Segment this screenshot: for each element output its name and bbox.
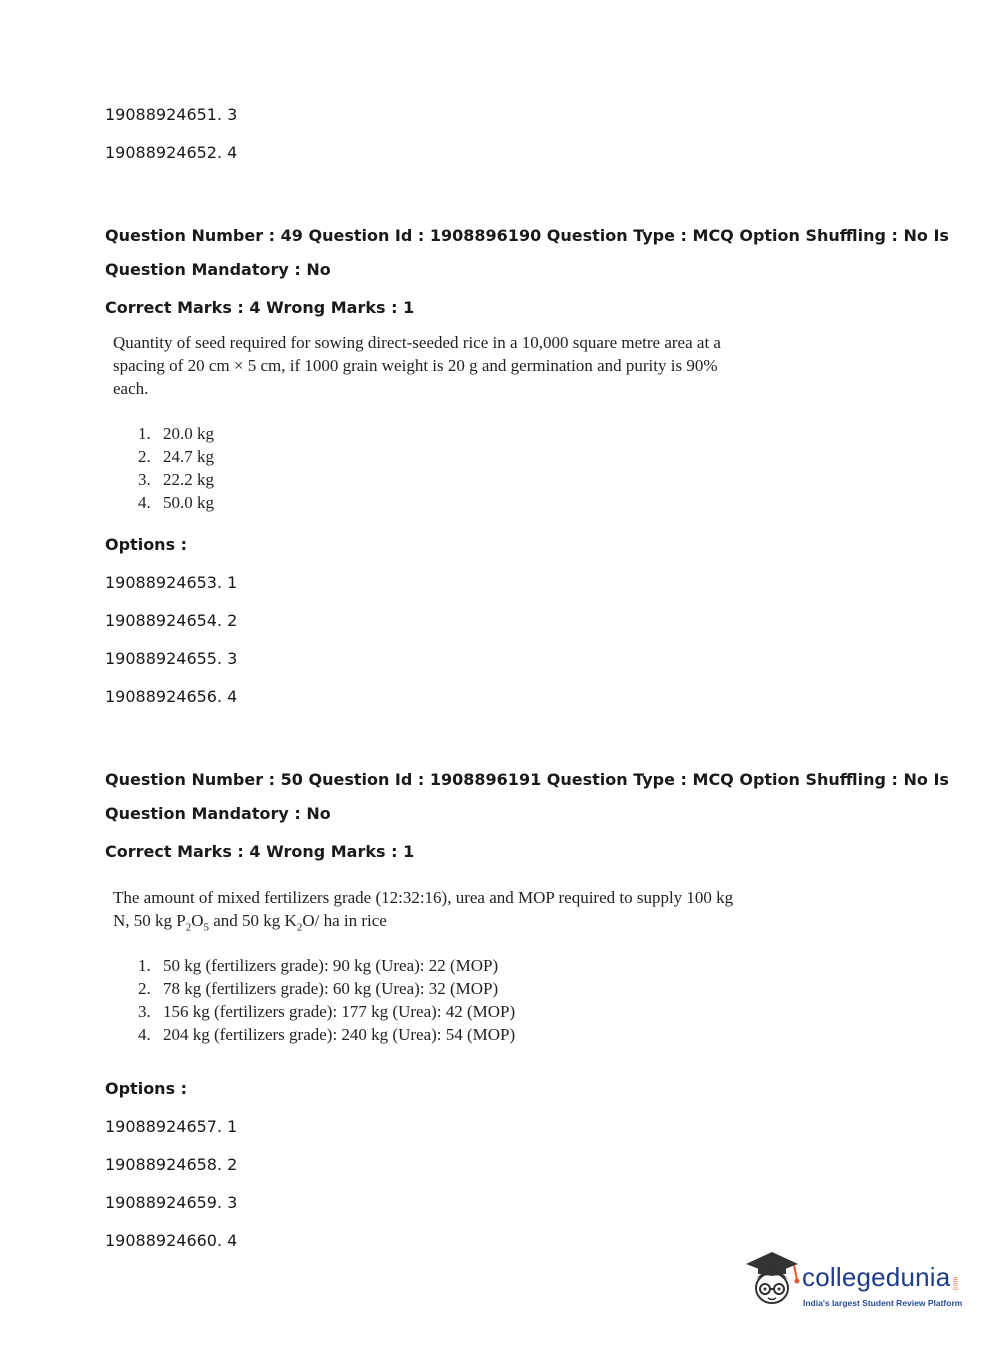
text-part: O/ ha in rice: [302, 911, 387, 930]
choice-text: 24.7 kg: [163, 447, 214, 466]
option-line: 19088924659. 3: [105, 1193, 238, 1212]
choice-number: 2.: [138, 447, 151, 466]
choice-item: [138, 1000, 515, 1023]
choice-number: 3.: [138, 470, 151, 489]
option-line: 19088924653. 1: [105, 573, 238, 592]
choice-number: 1.: [138, 424, 151, 443]
option-line: 19088924651. 3: [105, 105, 238, 124]
text-part: and 50 kg K: [209, 911, 297, 930]
logo-tagline: India's largest Student Review Platform: [803, 1298, 963, 1308]
question-text-line: each.: [113, 379, 149, 398]
option-line: 19088924658. 2: [105, 1155, 238, 1174]
question-text-line: Quantity of seed required for sowing direct-seeded rice in a 10,000 square metre area at a: [113, 333, 721, 352]
text-part: N, 50 kg P: [113, 911, 186, 930]
choice-text: 204 kg (fertilizers grade): 240 kg (Urea): 54 (MOP): [163, 1025, 516, 1044]
option-line: 19088924656. 4: [105, 687, 238, 706]
question-text-line: [113, 909, 387, 932]
choice-item: [138, 491, 214, 514]
choice-text: 50 kg (fertilizers grade): 90 kg (Urea): 22 (MOP): [163, 956, 499, 975]
option-line: 19088924655. 3: [105, 649, 238, 668]
text-part: O: [191, 911, 204, 930]
option-line: 19088924657. 1: [105, 1117, 238, 1136]
choice-number: 1.: [138, 956, 151, 975]
subscript: 2: [296, 921, 303, 934]
option-line: 19088924654. 2: [105, 611, 238, 630]
choice-item: [138, 954, 498, 977]
question-marks: Correct Marks : 4 Wrong Marks : 1: [105, 842, 415, 861]
logo-domain-suffix: .com: [952, 1276, 960, 1293]
choice-number: 2.: [138, 979, 151, 998]
choice-text: 20.0 kg: [163, 424, 214, 443]
choice-item: [138, 468, 214, 491]
choice-number: 3.: [138, 1002, 151, 1021]
logo-wordmark: [802, 1262, 964, 1293]
choice-number: 4.: [138, 1025, 151, 1044]
choice-text: 78 kg (fertilizers grade): 60 kg (Urea): 32 (MOP): [163, 979, 499, 998]
option-line: 19088924652. 4: [105, 143, 238, 162]
question-header-mandatory: Question Mandatory : No: [105, 260, 331, 279]
logo-name: collegedunia: [802, 1262, 951, 1292]
question-header: Question Number : 50 Question Id : 1908896191 Question Type : MCQ Option Shuffling : No Is: [105, 770, 949, 789]
choice-item: [138, 422, 214, 445]
question-header: Question Number : 49 Question Id : 1908896190 Question Type : MCQ Option Shuffling : No Is: [105, 226, 949, 245]
subscript: 5: [203, 921, 210, 934]
question-header-mandatory: Question Mandatory : No: [105, 804, 331, 823]
choice-item: [138, 445, 214, 468]
choice-text: 156 kg (fertilizers grade): 177 kg (Urea): 42 (MOP): [163, 1002, 516, 1021]
choice-text: 50.0 kg: [163, 493, 214, 512]
question-text-line: The amount of mixed fertilizers grade (12:32:16), urea and MOP required to supply 100 kg: [113, 888, 734, 907]
collegedunia-logo[interactable]: [742, 1248, 972, 1318]
choice-text: 22.2 kg: [163, 470, 214, 489]
subscript: 2: [185, 921, 192, 934]
question-marks: Correct Marks : 4 Wrong Marks : 1: [105, 298, 415, 317]
options-label: Options :: [105, 1079, 188, 1098]
choice-item: [138, 1023, 515, 1046]
option-line: 19088924660. 4: [105, 1231, 238, 1250]
options-label: Options :: [105, 535, 188, 554]
choice-number: 4.: [138, 493, 151, 512]
question-text-line: spacing of 20 cm × 5 cm, if 1000 grain weight is 20 g and germination and purity is 90%: [113, 356, 718, 375]
student-mascot-icon: [742, 1248, 802, 1318]
choice-item: [138, 977, 498, 1000]
